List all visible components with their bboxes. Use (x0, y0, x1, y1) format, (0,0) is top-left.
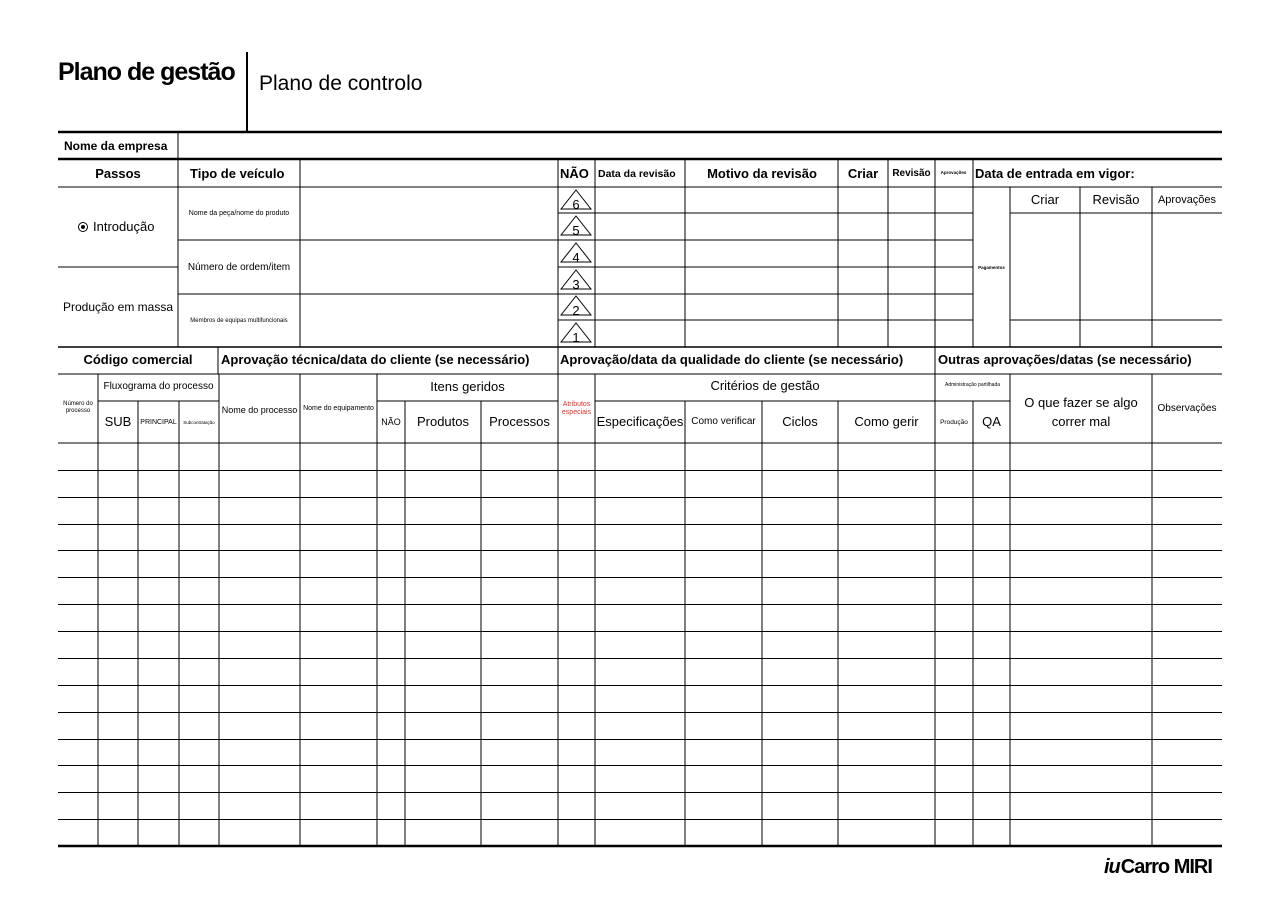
approvals-header: Aprovações (940, 170, 967, 175)
team-members-field[interactable] (302, 296, 556, 344)
commercial-code-header: Código comercial (83, 352, 193, 367)
revision-number: 5 (572, 223, 580, 238)
qa-header: QA (982, 414, 1001, 429)
products-header: Produtos (416, 414, 470, 429)
process-name-header: Nome do processo (221, 405, 298, 415)
shared-admin-header: Administração partilhada (944, 382, 1001, 388)
revision-number: 3 (572, 277, 580, 292)
vehicle-type-field[interactable] (302, 162, 556, 186)
item-nao-header: NÃO (381, 417, 401, 427)
vehicle-type-label: Tipo de veículo (190, 166, 285, 181)
process-flowchart-header: Fluxograma do processo (103, 381, 214, 392)
create-header: Criar (847, 166, 879, 181)
nao-header: NÃO (560, 166, 589, 181)
technical-approval-header: Aprovação técnica/data do cliente (se necessário) (221, 352, 530, 367)
page-title: Plano de gestão (58, 58, 235, 86)
revision-date-header: Data da revisão (598, 168, 676, 180)
process-number-header: Número do processo (63, 401, 93, 414)
passos-header: Passos (95, 166, 141, 181)
order-number-label: Número de ordem/item (187, 262, 291, 273)
revision-header: Revisão (892, 168, 931, 179)
sub-header: SUB (104, 414, 132, 429)
step-mass-production[interactable]: Produção em massa (62, 300, 174, 314)
step-introduction-label: Introdução (93, 219, 155, 234)
managed-items-header: Itens geridos (430, 379, 505, 394)
revision-number: 4 (572, 250, 580, 265)
revision-number: 2 (572, 303, 580, 318)
subcontracting-header: Subcontratação (183, 420, 215, 425)
other-approvals-header: Outras aprovações/datas (se necessário) (938, 352, 1192, 367)
quality-approval-header: Aprovação/data da qualidade do cliente (se necessário) (560, 352, 904, 367)
effective-date-label: Data de entrada em vigor: (975, 166, 1135, 181)
management-criteria-header: Critérios de gestão (710, 378, 820, 393)
observations-header: Observações (1157, 403, 1217, 414)
cycles-header: Ciclos (782, 414, 818, 429)
processes-header: Processos (489, 414, 550, 429)
revision-number: 6 (572, 197, 580, 212)
revision-triangle-5 (560, 215, 592, 236)
brand-name: Carro MIRI (1120, 856, 1212, 878)
brand-mark-icon: iu (1104, 856, 1120, 878)
part-name-label: Nome da peça/nome do produto (188, 210, 290, 217)
revision-triangle-1 (560, 322, 592, 343)
special-attributes-header: Atributos especiais (561, 401, 592, 417)
revision-reason-header: Motivo da revisão (707, 166, 817, 181)
what-if-wrong-header: O que fazer se algo correr mal (1024, 395, 1138, 429)
team-members-label: Membros de equipas multifuncionais (190, 318, 288, 324)
production-header: Produção (940, 419, 968, 426)
sub-approvals-label: Aprovações (1157, 194, 1217, 206)
equipment-name-header: Nome do equipamento (303, 405, 374, 412)
specifications-header: Especificações (596, 414, 684, 429)
brand-logo (1104, 856, 1212, 879)
part-name-field[interactable] (302, 190, 556, 238)
payments-label: Pagamentos (978, 265, 1005, 270)
revision-triangle-6 (560, 189, 592, 210)
page-subtitle: Plano de controlo (259, 72, 423, 95)
revision-number: 1 (572, 330, 580, 345)
step-introduction[interactable] (78, 220, 154, 235)
sub-revision-label: Revisão (1092, 192, 1140, 207)
revision-triangle-2 (560, 295, 592, 316)
revision-triangle-3 (560, 269, 592, 290)
revision-triangle-4 (560, 242, 592, 263)
how-to-verify-header: Como verificar (691, 416, 756, 427)
radio-selected-icon (78, 222, 88, 232)
company-name-field[interactable] (182, 136, 1222, 158)
principal-header: PRINCIPAL (140, 419, 177, 426)
sub-create-label: Criar (1030, 192, 1060, 207)
how-to-manage-header: Como gerir (854, 414, 919, 429)
order-number-field[interactable] (302, 242, 556, 292)
company-label: Nome da empresa (64, 139, 168, 153)
